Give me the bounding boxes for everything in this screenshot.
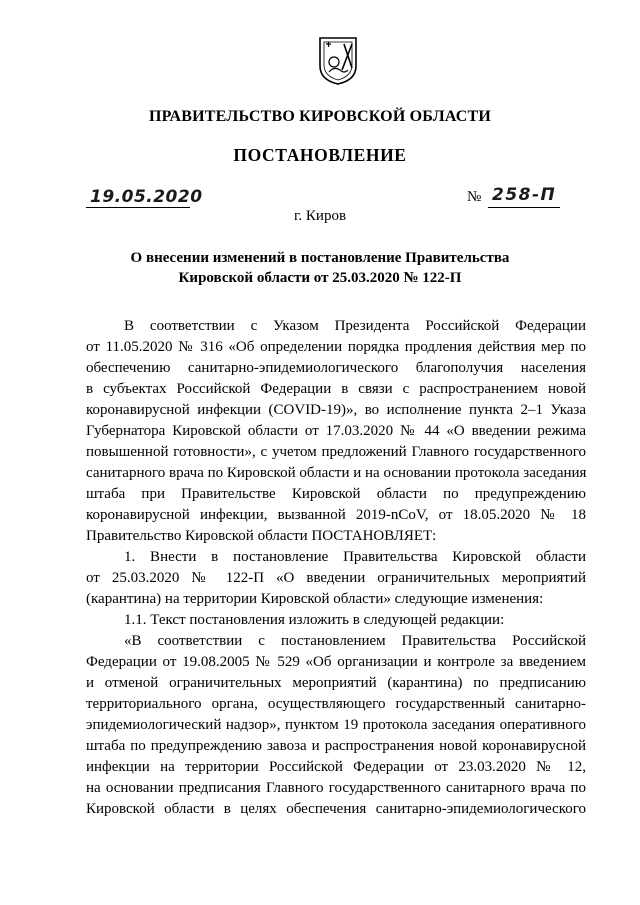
body-line: эпидемиологический надзор», пунктом 19 протокола заседания оперативного <box>86 717 586 733</box>
document-number: 258-П <box>492 185 557 205</box>
subject-line: Кировской области от 25.03.2020 № 122-П <box>178 270 462 286</box>
subject-line: О внесении изменений в постановление Правительства <box>130 250 510 266</box>
document-subject <box>0 248 640 288</box>
body-line: штаба при Правительстве Кировской области по предупреждению <box>86 486 586 502</box>
body-line: инфекции на территории Российской Федерации от 23.03.2020 № 12, <box>86 759 586 775</box>
body-line: повышенной готовности», с учетом предложений Главного государственного <box>86 444 586 460</box>
body-line: в субъектах Российской Федерации в связи с распространением новой <box>86 381 586 397</box>
body-line: коронавирусной инфекции (COVID-19)», во исполнение пункта 2–1 Указа <box>86 402 586 418</box>
body-line: В соответствии с Указом Президента Российской Федерации <box>124 318 586 334</box>
body-line: «В соответствии с постановлением Правительства Российской <box>124 633 586 649</box>
body-line: и отменой ограничительных мероприятий (карантина) по предписанию <box>86 675 586 691</box>
body-line: штаба по предупреждению завоза и распространения новой коронавирусной <box>86 738 586 754</box>
body-line: от 25.03.2020 № 122-П «О введении ограничительных мероприятий <box>86 570 586 586</box>
body-line: санитарного врача по Кировской области и на основании протокола заседания <box>86 465 587 481</box>
body-line: обеспечению санитарно-эпидемиологического благополучия населения <box>86 360 586 376</box>
organization-title: ПРАВИТЕЛЬСТВО КИРОВСКОЙ ОБЛАСТИ <box>148 108 492 125</box>
city: г. Киров <box>293 208 347 224</box>
body-line: 1.1. Текст постановления изложить в следующей редакции: <box>124 612 505 628</box>
document-type: ПОСТАНОВЛЕНИЕ <box>233 145 407 165</box>
coat-of-arms-icon <box>318 36 358 86</box>
body-line: (карантина) на территории Кировской области» следующие изменения: <box>86 591 544 607</box>
body-line: Правительство Кировской области ПОСТАНОВЛЯЕТ: <box>86 528 437 544</box>
document-body <box>86 316 586 820</box>
body-line: коронавирусной инфекции, вызванной 2019-nCoV, от 18.05.2020 № 18 <box>86 507 586 523</box>
body-line: на основании предписания Главного государственного санитарного врача по <box>86 780 586 796</box>
body-line: Федерации от 19.08.2005 № 529 «Об организации и контроле за введением <box>86 654 586 670</box>
body-line: 1. Внести в постановление Правительства Кировской области <box>124 549 586 565</box>
body-line: территориального органа, осуществляющего государственный санитарно- <box>86 696 586 712</box>
body-line: Губернатора Кировской области от 17.03.2020 № 44 «О введении режима <box>86 423 586 439</box>
document-date: 19.05.2020 <box>90 187 203 207</box>
body-line: Кировской области в целях обеспечения санитарно-эпидемиологического <box>86 801 586 817</box>
number-sign: № <box>467 189 482 205</box>
body-line: от 11.05.2020 № 316 «Об определении порядка продления действия мер по <box>86 339 586 355</box>
